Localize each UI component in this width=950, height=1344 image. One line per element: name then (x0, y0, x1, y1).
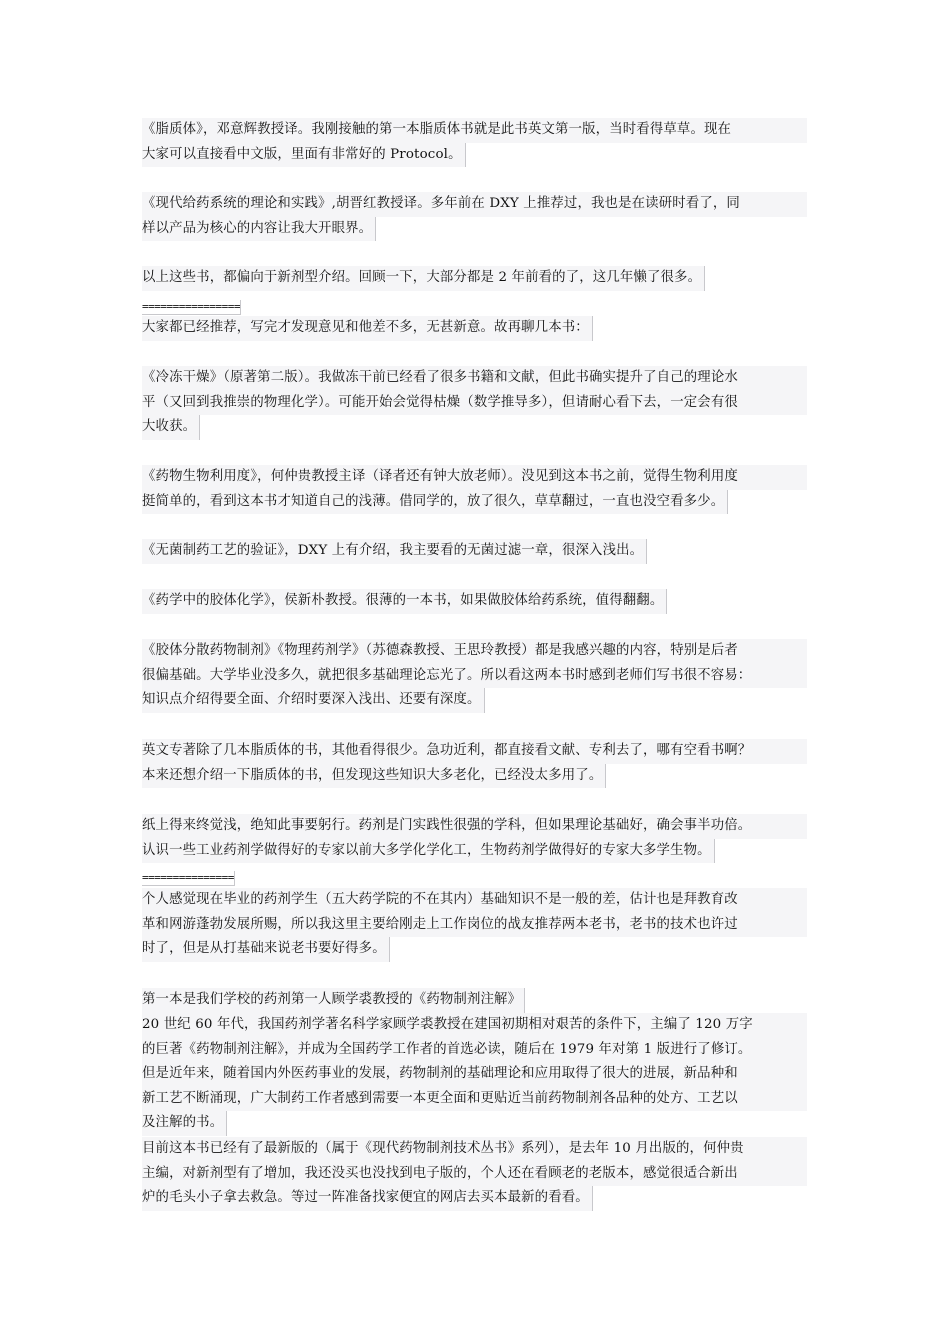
text-line: 平（又回到我推崇的物理化学）。可能开始会觉得枯燥（数学推导多），但请耐心看下去，一定会有很 (142, 391, 807, 416)
paragraph-first-book-history (142, 1013, 807, 1140)
text-line: 《药物生物利用度》，何仲贵教授主译（译者还有钟大放老师）。没见到这本书之前，觉得生物利用度 (142, 465, 807, 490)
text-line: 知识点介绍得要全面、介绍时要深入浅出、还要有深度。 (142, 688, 485, 713)
paragraph-sterile-validation (142, 539, 807, 568)
text-line: 样以产品为核心的内容让我大开眼界。 (142, 217, 376, 242)
text-line: 《现代给药系统的理论和实践》,胡晋红教授译。多年前在 DXY 上推荐过，我也是在读研时看了，同 (142, 192, 807, 217)
text-line: 20 世纪 60 年代，我国药剂学著名科学家顾学裘教授在建国初期相对艰苦的条件下，主编了 120 万字 (142, 1013, 807, 1038)
text-line: 个人感觉现在毕业的药剂学生（五大药学院的不在其内）基础知识不是一般的差，估计也是拜教育改 (142, 888, 807, 913)
text-line: 炉的毛头小子拿去救急。等过一阵准备找家便宜的网店去买本最新的看看。 (142, 1186, 593, 1211)
separator-2 (142, 866, 807, 886)
text-line: 《冷冻干燥》（原著第二版）。我做冻干前已经看了很多书籍和文献，但此书确实提升了自己的理论水 (142, 366, 807, 391)
text-line: 大收获。 (142, 415, 200, 440)
paragraph-physical-pharmacy (142, 639, 807, 717)
paragraph-colloid-chemistry (142, 589, 807, 618)
paragraph-liposome (142, 118, 807, 171)
text-line: 革和网游蓬勃发展所赐，所以我这里主要给刚走上工作岗位的战友推荐两本老书，老书的技术也许过 (142, 913, 807, 938)
text-line: 《无菌制药工艺的验证》，DXY 上有介绍，我主要看的无菌过滤一章，很深入浅出。 (142, 539, 647, 564)
text-line: 认识一些工业药剂学做得好的专家以前大多学化学化工，生物药剂学做得好的专家大多学生物。 (142, 839, 715, 864)
separator-line: ================ (142, 300, 240, 313)
text-line: 纸上得来终觉浅，绝知此事要躬行。药剂是门实践性很强的学科，但如果理论基础好，确会事半功倍。 (142, 814, 807, 839)
text-line: 的巨著《药物制剂注解》，并成为全国药学工作者的首选必读，随后在 1979 年对第 1 版进行了修订。 (142, 1038, 807, 1063)
text-line: 挺简单的，看到这本书才知道自己的浅薄。借同学的，放了很久，草草翻过，一直也没空看多少。 (142, 490, 728, 515)
paragraph-drug-delivery-theory (142, 192, 807, 245)
text-line: 及注解的书。 (142, 1111, 227, 1136)
text-line: 《胶体分散药物制剂》《物理药剂学》（苏德森教授、王思玲教授）都是我感兴趣的内容，特别是后者 (142, 639, 807, 664)
text-line: 以上这些书，都偏向于新剂型介绍。回顾一下，大部分都是 2 年前看的了，这几年懒了很多。 (142, 266, 705, 291)
text-line: 本来还想介绍一下脂质体的书，但发现这些知识大多老化，已经没太多用了。 (142, 764, 606, 789)
text-line: 时了，但是从打基础来说老书要好得多。 (142, 937, 390, 962)
text-line: 但是近年来，随着国内外医药事业的发展，药物制剂的基础理论和应用取得了很大的进展，新品种和 (142, 1062, 807, 1087)
separator-1 (142, 295, 807, 315)
paragraph-bioavailability (142, 465, 807, 518)
text-line: 新工艺不断涌现，广大制药工作者感到需要一本更全面和更贴近当前药物制剂各品种的处方、工艺以 (142, 1087, 807, 1112)
text-line: 很偏基础。大学毕业没多久，就把很多基础理论忘光了。所以看这两本书时感到老师们写书很不容易： (142, 664, 807, 689)
text-line: 英文专著除了几本脂质体的书，其他看得很少。急功近利，都直接看文献、专利去了，哪有空看书啊？ (142, 739, 807, 764)
paragraph-intro-more-books (142, 316, 807, 345)
separator-line: =============== (142, 871, 234, 884)
paragraph-practice (142, 814, 807, 867)
paragraph-english-monographs (142, 739, 807, 792)
paragraph-freeze-drying (142, 366, 807, 444)
text-line: 大家可以直接看中文版，里面有非常好的 Protocol。 (142, 143, 466, 168)
paragraph-personal-opinion (142, 888, 807, 966)
text-line: 《药学中的胶体化学》，侯新朴教授。很薄的一本书，如果做胶体给药系统，值得翻翻。 (142, 589, 667, 614)
text-line: 目前这本书已经有了最新版的（属于《现代药物制剂技术丛书》系列），是去年 10 月出版的，何仲贵 (142, 1137, 807, 1162)
text-line: 第一本是我们学校的药剂第一人顾学裘教授的《药物制剂注解》 (142, 988, 525, 1013)
paragraph-summary (142, 266, 807, 295)
text-line: 大家都已经推荐，写完才发现意见和他差不多，无甚新意。故再聊几本书： (142, 316, 593, 341)
paragraph-latest-edition (142, 1137, 807, 1215)
text-line: 主编，对新剂型有了增加，我还没买也没找到电子版的，个人还在看顾老的老版本，感觉很适合新出 (142, 1162, 807, 1187)
text-line: 《脂质体》，邓意辉教授译。我刚接触的第一本脂质体书就是此书英文第一版，当时看得草草。现在 (142, 118, 807, 143)
